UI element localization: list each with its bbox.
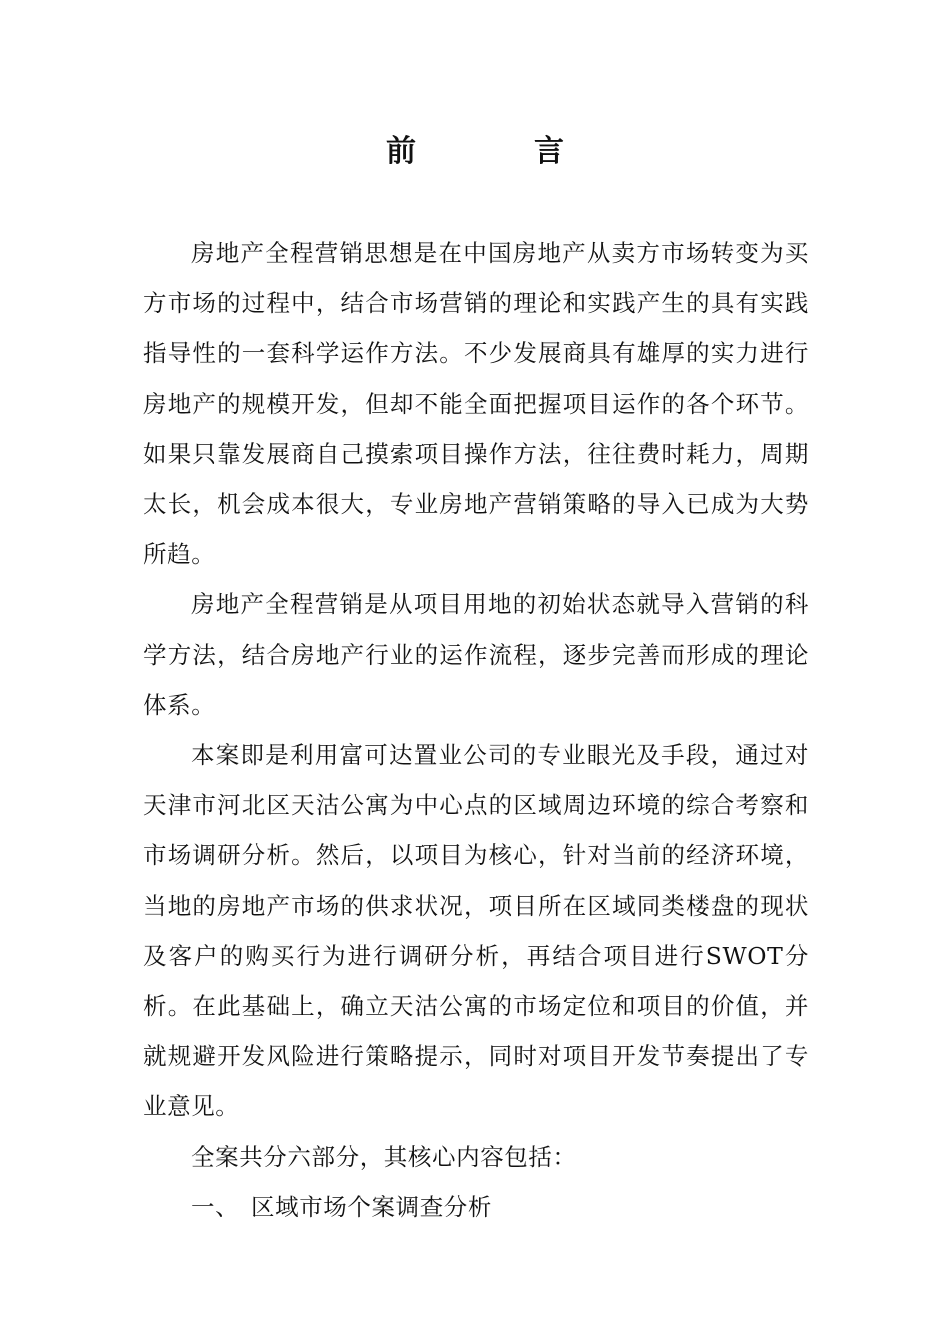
paragraph-definition: 房地产全程营销是从项目用地的初始状态就导入营销的科学方法，结合房地产行业的运作流程，逐步完善而形成的理论体系。 — [143, 590, 809, 719]
document-body — [143, 228, 809, 1232]
list-item-number: 一、 — [191, 1192, 240, 1221]
list-item-text: 区域市场个案调查分析 — [251, 1192, 492, 1221]
list-item — [143, 1182, 809, 1232]
paragraph-structure: 全案共分六部分，其核心内容包括： — [191, 1142, 577, 1171]
page-title: 前 言 — [386, 134, 608, 169]
paragraph-intro: 房地产全程营销思想是在中国房地产从卖方市场转变为买方市场的过程中，结合市场营销的理论和实践产生的具有实践指导性的一套科学运作方法。不少发展商具有雄厚的实力进行房地产的规模开发，但却不能全面把握项目运作的各个环节。如果只靠发展商自己摸索项目操作方法，往往费时耗力，周期太长，机会成本很大，专业房地产营销策略的导入已成为大势所趋。 — [143, 239, 809, 569]
paragraph-case: 本案即是利用富可达置业公司的专业眼光及手段，通过对天津市河北区天沽公寓为中心点的区域周边环境的综合考察和市场调研分析。然后，以项目为核心，针对当前的经济环境，当地的房地产市场的供求状况，项目所在区域同类楼盘的现状及客户的购买行为进行调研分析，再结合项目进行SWOT分析。在此基础上，确立天沽公寓的市场定位和项目的价值，并就规避开发风险进行策略提示，同时对项目开发节奏提出了专业意见。 — [143, 741, 809, 1121]
